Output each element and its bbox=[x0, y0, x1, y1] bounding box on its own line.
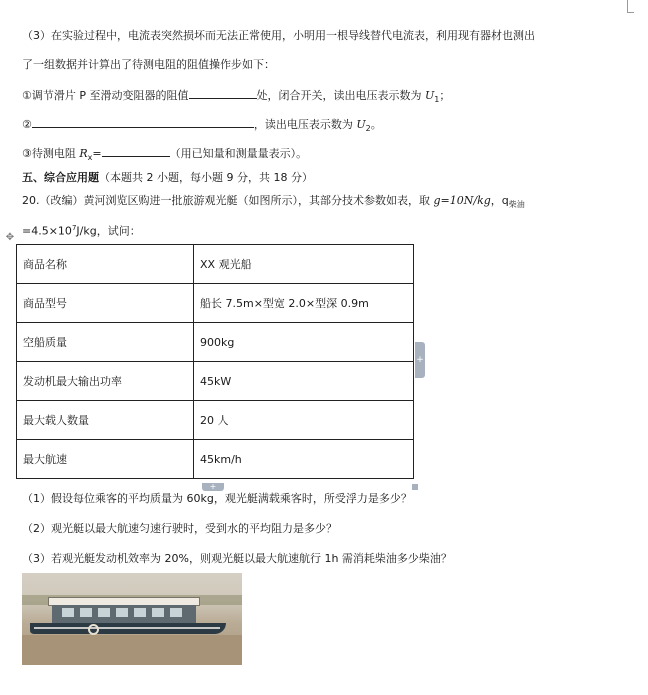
step1-var: U bbox=[425, 89, 435, 102]
p3-step1 bbox=[22, 87, 450, 107]
p3-intro-line1: （3）在实验过程中，电流表突然损坏而无法正常使用，小明用一根导线替代电流表，利用现有器材也测出 bbox=[22, 29, 535, 42]
spec-table-row bbox=[17, 284, 414, 323]
problem20-stem bbox=[22, 193, 525, 212]
problem20-q-value bbox=[22, 221, 141, 239]
step3-var: R bbox=[79, 147, 88, 160]
step2-blank bbox=[32, 116, 254, 128]
spec-table-row bbox=[17, 323, 414, 362]
tour-boat-photo bbox=[22, 573, 242, 665]
step1-prefix: ①调节滑片 P 至滑动变阻器的阻值 bbox=[22, 89, 189, 102]
problem20-g-expr: g=10N/kg bbox=[433, 194, 491, 207]
table-resize-handle[interactable] bbox=[412, 484, 418, 490]
step2-suffix: ，读出电压表示数为 bbox=[253, 118, 357, 131]
page-corner-marker bbox=[627, 0, 634, 13]
spec-table-row bbox=[17, 440, 414, 479]
step3-prefix: ③待测电阻 bbox=[22, 147, 80, 160]
spec-value-cell: 45kW bbox=[194, 362, 414, 401]
step1-suffix: 处，闭合开关，读出电压表示数为 bbox=[256, 89, 425, 102]
problem20-q-sub: 柴油 bbox=[508, 200, 525, 210]
table-add-column-icon[interactable]: + bbox=[415, 342, 425, 378]
spec-value-cell: 20 人 bbox=[194, 401, 414, 440]
spec-key-cell: 商品名称 bbox=[17, 245, 194, 284]
spec-value-cell: 船长 7.5m×型宽 2.0×型深 0.9m bbox=[194, 284, 414, 323]
section5-heading-note: （本题共 2 小题，每小题 9 分，共 18 分） bbox=[99, 171, 313, 184]
spec-value-cell: 45km/h bbox=[194, 440, 414, 479]
spec-key-cell: 空船质量 bbox=[17, 323, 194, 362]
step2-var: U bbox=[356, 118, 366, 131]
spec-key-cell: 最大载人数量 bbox=[17, 401, 194, 440]
spec-key-cell: 最大航速 bbox=[17, 440, 194, 479]
p3-step3 bbox=[22, 145, 307, 165]
q-value-prefix: =4.5×10 bbox=[22, 224, 72, 238]
problem20-stem-text: 20.（改编）黄河浏览区购进一批旅游观光艇（如图所示），其部分技术参数如表，取 bbox=[22, 194, 434, 207]
problem20-q1: （1）假设每位乘客的平均质量为 60kg，观光艇满载乘客时，所受浮力是多少？ bbox=[22, 492, 412, 505]
spec-table-row bbox=[17, 245, 414, 284]
step3-eq: = bbox=[92, 147, 102, 160]
section5-heading-line bbox=[22, 170, 313, 185]
spec-table-row bbox=[17, 401, 414, 440]
p3-step2 bbox=[22, 116, 382, 136]
step2-prefix: ② bbox=[22, 118, 32, 131]
step3-suffix: （用已知量和测量量表示）。 bbox=[169, 147, 308, 160]
problem20-q3: （3）若观光艇发动机效率为 20%，则观光艇以最大航速航行 1h 需消耗柴油多少柴油？ bbox=[22, 552, 452, 565]
q-exp: 7 bbox=[71, 224, 77, 232]
step3-blank bbox=[102, 145, 170, 157]
spec-value-cell: XX 观光船 bbox=[194, 245, 414, 284]
step2-var-sub: 2 bbox=[365, 124, 371, 134]
q-value-suffix: J/kg，试问： bbox=[76, 224, 141, 238]
table-move-handle-icon[interactable]: ✥ bbox=[5, 232, 15, 243]
step1-end: ； bbox=[439, 89, 451, 102]
table-add-row-icon[interactable]: + bbox=[202, 483, 224, 491]
step1-var-sub: 1 bbox=[434, 95, 440, 105]
step3-var-sub: x bbox=[87, 153, 93, 163]
problem20-q2: （2）观光艇以最大航速匀速行驶时，受到水的平均阻力是多少？ bbox=[22, 522, 337, 535]
spec-key-cell: 商品型号 bbox=[17, 284, 194, 323]
problem20-q-label: ，q bbox=[490, 194, 509, 207]
step1-blank bbox=[189, 87, 257, 99]
step2-end: 。 bbox=[370, 118, 382, 131]
spec-table bbox=[16, 244, 414, 479]
p3-intro-line2: 了一组数据并计算出了待测电阻的阻值操作步如下： bbox=[22, 58, 275, 71]
spec-value-cell: 900kg bbox=[194, 323, 414, 362]
spec-table-row bbox=[17, 362, 414, 401]
spec-key-cell: 发动机最大输出功率 bbox=[17, 362, 194, 401]
section5-heading: 五、综合应用题 bbox=[22, 171, 99, 184]
